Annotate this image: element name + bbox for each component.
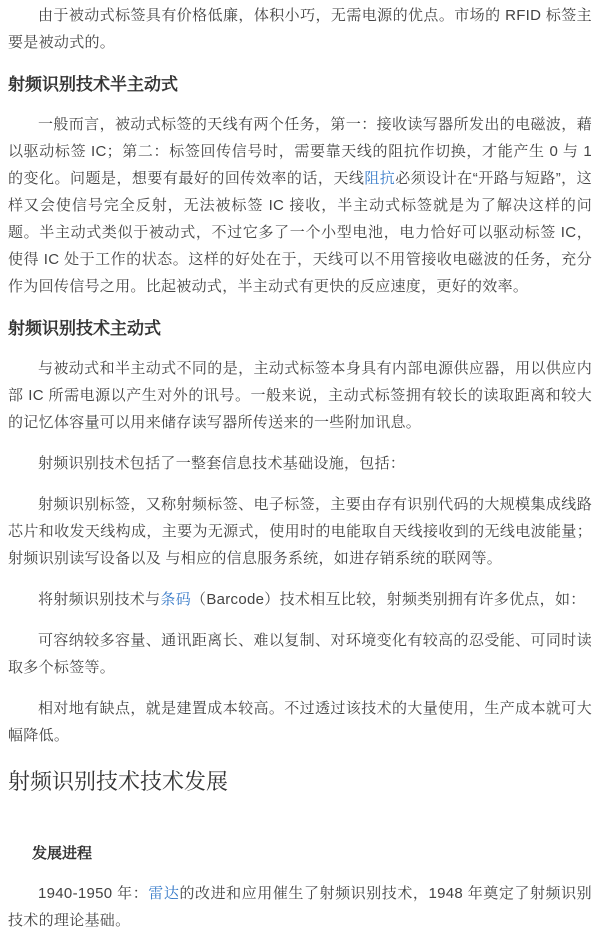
link-impedance[interactable]: 阻抗 [364, 170, 396, 187]
link-barcode[interactable]: 条码 [160, 591, 192, 608]
semi-active-text-pre: 一般而言，被动式标签的天线有两个任务，第一：接收读写器所发出的电磁波，藉以驱动标签 IC；第二：标签回传信号时，需要靠天线的阻抗作切换，才能产生 0 与 1 的变化。问题是，想要有最好的回传效率的话，天线 [8, 116, 592, 187]
radar-text-post: 的改进和应用催生了射频识别技术，1948 年奠定了射频识别技术的理论基础。 [8, 885, 592, 929]
active-paragraph-2: 射频识别技术包括了一整套信息技术基础设施，包括： [38, 455, 406, 472]
active-paragraph-6: 相对地有缺点，就是建置成本较高。不过透过该技术的大量使用，生产成本就可大幅降低。 [8, 700, 592, 744]
active-paragraph-5: 可容纳较多容量、通讯距离长、难以复制、对环境变化有较高的忍受能、可同时读取多个标签等。 [8, 632, 592, 676]
link-radar[interactable]: 雷达 [148, 885, 180, 902]
heading-development: 射频识别技术技术发展 [8, 769, 229, 794]
active-paragraph-1: 与被动式和半主动式不同的是，主动式标签本身具有内部电源供应器，用以供应内部 IC 所需电源以产生对外的讯号。一般来说，主动式标签拥有较长的读取距离和较大的记忆体容量可以用来储存读写器所传送来的一些附加讯息。 [8, 360, 592, 431]
semi-active-text-post: 必须设计在“开路与短路”，这样又会使信号完全反射，无法被标签 IC 接收，半主动式标签就是为了解决这样的问题。半主动式类似于被动式，不过它多了一个小型电池，电力恰好可以驱动标签 IC，使得 IC 处于工作的状态。这样的好处在于，天线可以不用管接收电磁波的任务，充分作为回传信号之用。比起被动式，半主动式有更快的反应速度，更好的效率。 [8, 170, 592, 295]
active-paragraph-3: 射频识别标签，又称射频标签、电子标签，主要由存有识别代码的大规模集成线路芯片和收发天线构成，主要为无源式，使用时的电能取自天线接收到的无线电波能量；射频识别读写设备以及 与相应的信息服务系统，如进存销系统的联网等。 [8, 496, 592, 567]
semi-active-paragraph [8, 111, 592, 300]
development-paragraph-1 [8, 880, 592, 929]
subheading-development-process: 发展进程 [32, 845, 93, 862]
intro-paragraph: 由于被动式标签具有价格低廉，体积小巧，无需电源的优点。市场的 RFID 标签主要是被动式的。 [8, 7, 592, 51]
heading-semi-active: 射频识别技术半主动式 [8, 75, 178, 94]
active-paragraph-4 [8, 586, 592, 613]
radar-text-pre: 1940-1950 年： [38, 885, 149, 902]
heading-active: 射频识别技术主动式 [8, 319, 161, 338]
barcode-text-pre: 将射频识别技术与 [38, 591, 161, 608]
barcode-text-post: （Barcode）技术相互比较，射频类别拥有许多优点，如： [191, 591, 586, 608]
